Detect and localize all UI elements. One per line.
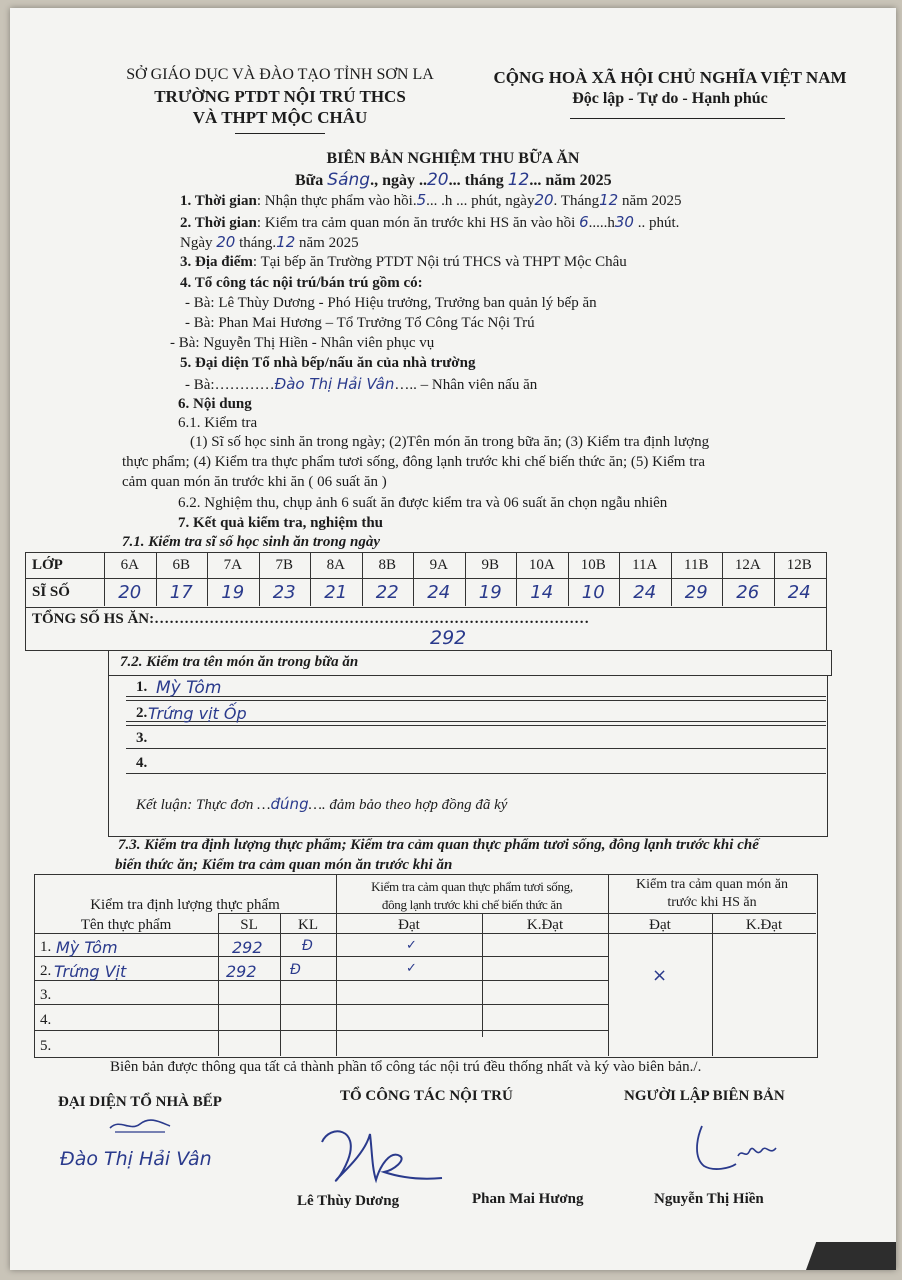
class-name-cell: 7A: [223, 557, 242, 573]
sig-kitchen-name: Đào Thị Hải Vân: [60, 1148, 212, 1170]
class-count-cell: 14: [530, 582, 554, 603]
time2-text-a: : Kiểm tra cảm quan món ăn trước khi HS ăn vào hồi: [256, 215, 576, 231]
section71-title: 7.1. Kiểm tra sĩ số học sinh ăn trong ngày: [122, 534, 380, 550]
date-month: 12: [276, 233, 296, 251]
qt-h-sl: SL: [240, 917, 258, 933]
item-date: [180, 233, 359, 252]
qt-vline-4: [712, 913, 713, 1056]
qt-row-num-3: 3.: [40, 987, 52, 1003]
meal-value: Sáng: [327, 170, 371, 190]
class-name-cell: 12A: [734, 557, 761, 573]
qt-row-kl-2: Đ: [290, 962, 301, 978]
class-count-cell: 26: [736, 582, 760, 603]
qt-vline-6: [280, 913, 281, 1056]
class-count-cell: 24: [787, 582, 811, 603]
qt-hline-head: [336, 913, 816, 914]
kitchen-label: 5. Đại diện Tổ nhà bếp/nấu ăn của nhà trường: [180, 355, 476, 371]
time2-text-b: .....h: [588, 215, 615, 231]
food-row-2-bottom: [126, 725, 826, 726]
qt-row-sl-1: 292: [232, 938, 263, 957]
class-name-cell: 11A: [632, 557, 658, 573]
meal-month: 12: [507, 170, 530, 190]
time1-hour: 5: [416, 191, 427, 209]
team-signature-mark: [310, 1120, 450, 1196]
meal-year-label: ... năm 2025: [529, 172, 612, 189]
school-name-line2: VÀ THPT MỘC CHÂU: [192, 108, 368, 127]
nation-motto: Độc lập - Tự do - Hạnh phúc: [572, 90, 768, 107]
time1-text-d: năm 2025: [618, 193, 682, 209]
class-name-cell: 8A: [326, 557, 345, 573]
time1-text-c: . Tháng: [553, 193, 600, 209]
qt-h-fail2: K.Đạt: [745, 917, 783, 933]
document-page: [10, 8, 896, 1270]
time2-min: 30: [614, 213, 634, 231]
qt-row-num-1: 1.: [40, 939, 52, 955]
team-member-1: - Bà: Lê Thùy Dương - Phó Hiệu trưởng, Trưởng ban quản lý bếp ăn: [185, 295, 597, 311]
qt-row-pass-2: ✓: [406, 961, 417, 976]
qt-h-pass: Đạt: [398, 917, 420, 933]
qt-row-num-5: 5.: [40, 1038, 52, 1054]
class-name-cell: 12B: [786, 557, 812, 573]
kitchen-suffix: ….. – Nhân viên nấu ăn: [394, 377, 538, 393]
kitchen-name: Đào Thị Hải Vân: [274, 375, 395, 393]
date-day: 20: [216, 233, 236, 251]
class-count-cell: 19: [478, 582, 502, 603]
class-count-cell: 22: [375, 582, 399, 603]
date-mid: tháng.: [235, 235, 277, 251]
header-underline-right: [570, 118, 785, 119]
meal-day-label: ., ngày ..: [370, 172, 427, 189]
food-name-2: Trứng vịt Ốp: [148, 704, 247, 723]
qt-final-pass-mark: ×: [652, 965, 668, 986]
food-name-1: Mỳ Tôm: [156, 678, 222, 698]
class-count-cell: 29: [684, 582, 708, 603]
sig-team-name-2: Phan Mai Hương: [472, 1191, 584, 1207]
time2-label: 2. Thời gian: [180, 215, 257, 231]
dept-name: SỞ GIÁO DỤC VÀ ĐÀO TẠO TỈNH SƠN LA: [126, 66, 434, 83]
time1-day: 20: [534, 191, 554, 209]
check-text-3: cảm quan món ăn trước khi ăn ( 06 suất ăn ): [122, 474, 387, 490]
team-member-3: - Bà: Nguyễn Thị Hiền - Nhân viên phục vụ: [170, 335, 435, 351]
school-name-line1: TRƯỜNG PTDT NỘI TRÚ THCS: [154, 87, 406, 106]
time1-text-a: : Nhận thực phẩm vào hồi.: [256, 193, 417, 209]
meal-prefix: Bữa: [295, 172, 324, 189]
meal-month-label: ... tháng: [448, 172, 504, 189]
time2-hour: 6: [579, 213, 589, 231]
result-label: 7. Kết quả kiểm tra, nghiệm thu: [178, 515, 384, 531]
qt-row-name-1: Mỳ Tôm: [56, 938, 118, 957]
qt-group3b: trước khi HS ăn: [667, 895, 757, 910]
qt-group2b: đông lạnh trước khi chế biến thức ăn: [381, 897, 563, 912]
time1-month: 12: [599, 191, 619, 209]
class-count-cell: 24: [633, 582, 657, 603]
total-value: 292: [430, 627, 467, 649]
kitchen-member: [185, 375, 537, 394]
qt-h-kl: KL: [298, 917, 318, 933]
item-time-check: [180, 213, 679, 232]
class-count-cell: 21: [324, 582, 348, 603]
time2-text-c: .. phút.: [633, 215, 680, 231]
sig-team-name-1: Lê Thùy Dương: [297, 1193, 400, 1209]
time1-text-b: ... .h ... phút, ngày: [426, 193, 535, 209]
class-count-cell: 10: [581, 582, 605, 603]
class-table-rowline: [25, 578, 827, 579]
kitchen-signature-mark: [105, 1114, 175, 1138]
conclusion: [136, 795, 507, 814]
sig-maker-name: Nguyễn Thị Hiền: [654, 1191, 764, 1207]
sig-maker-title: NGƯỜI LẬP BIÊN BẢN: [624, 1088, 785, 1104]
total-label: TỔNG SỐ HS ĂN:……………………………………………………………………………: [32, 611, 590, 627]
accept-text: 6.2. Nghiệm thu, chụp ảnh 6 suất ăn được kiểm tra và 06 suất ăn chọn ngẫu nhiên: [178, 495, 668, 511]
class-name-cell: 10A: [528, 557, 555, 573]
food-num-2: 2.: [136, 705, 148, 721]
conclusion-value: đúng: [270, 795, 309, 813]
class-name-cell: 10B: [580, 557, 606, 573]
kitchen-prefix: - Bà:…………: [185, 377, 275, 393]
count-row-label: SĨ SỐ: [32, 584, 70, 600]
qt-row-num-2: 2.: [40, 963, 52, 979]
conclusion-a: Kết luận: Thực đơn …: [136, 797, 271, 813]
check-label: 6.1. Kiểm tra: [178, 415, 258, 431]
qt-row-kl-1: Đ: [302, 938, 313, 954]
closing-text: Biên bản được thông qua tất cả thành phần tổ công tác nội trú đều thống nhất và ký vào biên bản./.: [110, 1059, 702, 1075]
food-row-4-line: [126, 773, 826, 774]
class-row-label: LỚP: [32, 557, 63, 573]
class-name-cell: 11B: [684, 557, 709, 573]
class-count-cell: 19: [221, 582, 245, 603]
class-name-cell: 6A: [120, 557, 139, 573]
qt-group3a: Kiểm tra cảm quan món ăn: [635, 877, 788, 892]
maker-signature-mark: [690, 1120, 790, 1174]
class-count-cell: 20: [118, 582, 142, 603]
qt-h-name: Tên thực phẩm: [80, 917, 172, 933]
qt-row-name-2: Trứng Vịt: [54, 962, 127, 981]
qt-hline-r3: [34, 1004, 608, 1005]
section72-title: 7.2. Kiểm tra tên món ăn trong bữa ăn: [120, 654, 359, 670]
sig-kitchen-title: ĐẠI DIỆN TỔ NHÀ BẾP: [58, 1094, 222, 1110]
meal-day: 20: [426, 170, 449, 190]
class-name-cell: 7B: [275, 557, 293, 573]
section73-title-1: 7.3. Kiểm tra định lượng thực phẩm; Kiểm tra cảm quan thực phẩm tươi sống, đông lạnh trước khi chế: [118, 837, 759, 853]
food-num-1: 1.: [136, 679, 148, 695]
class-name-cell: 6B: [172, 557, 190, 573]
nation-name: CỘNG HOÀ XÃ HỘI CHỦ NGHĨA VIỆT NAM: [493, 68, 847, 87]
team-member-2: - Bà: Phan Mai Hương – Tổ Trưởng Tổ Công Tác Nội Trú: [185, 315, 535, 331]
class-name-cell: 9B: [481, 557, 499, 573]
qt-hline-r1: [34, 956, 608, 957]
class-count-cell: 23: [272, 582, 296, 603]
sig-team-title: TỔ CÔNG TÁC NỘI TRÚ: [340, 1088, 513, 1104]
binder-corner: [806, 1242, 896, 1270]
qt-hline-r4: [34, 1030, 608, 1031]
qt-group1: Kiểm tra định lượng thực phẩm: [90, 897, 280, 913]
qt-row-num-4: 4.: [40, 1012, 52, 1028]
qt-vline-5: [218, 913, 219, 1056]
date-year: năm 2025: [295, 235, 359, 251]
class-name-cell: 8B: [378, 557, 396, 573]
document-title: BIÊN BẢN NGHIỆM THU BỮA ĂN: [326, 150, 580, 167]
class-name-cell: 9A: [429, 557, 448, 573]
time1-label: 1. Thời gian: [180, 193, 257, 209]
meal-line: [295, 170, 612, 190]
conclusion-b: …. đảm bảo theo hợp đồng đã ký: [308, 797, 508, 813]
qt-row-pass-1: ✓: [406, 938, 417, 953]
item-place: [180, 254, 627, 271]
qt-h-fail: K.Đạt: [526, 917, 564, 933]
food-row-3-line: [126, 748, 826, 749]
date-prefix: Ngày: [180, 235, 213, 251]
section73-title-2: biến thức ăn; Kiểm tra cảm quan món ăn trước khi ăn: [115, 857, 453, 873]
food-num-3: 3.: [136, 730, 148, 746]
food-row-1: [126, 676, 826, 697]
item-time-receive: [180, 191, 682, 210]
team-label: 4. Tổ công tác nội trú/bán trú gồm có:: [180, 275, 423, 291]
check-text-2: thực phẩm; (4) Kiểm tra thực phẩm tươi sống, đông lạnh trước khi chế biến thức ăn; (5) Kiểm tra: [122, 454, 706, 470]
check-text-1: (1) Sĩ số học sinh ăn trong ngày; (2)Tên món ăn trong bữa ăn; (3) Kiểm tra định lượng: [190, 434, 710, 450]
qt-group2a: Kiểm tra cảm quan thực phẩm tươi sống,: [371, 879, 573, 894]
qt-row-sl-2: 292: [226, 962, 257, 981]
place-label: 3. Địa điểm: [180, 254, 253, 270]
class-count-cell: 17: [169, 582, 193, 603]
content-label: 6. Nội dung: [178, 396, 252, 412]
place-text: : Tại bếp ăn Trường PTDT Nội trú THCS và THPT Mộc Châu: [252, 254, 627, 270]
qt-h-pass2: Đạt: [649, 917, 671, 933]
header-underline-left: [235, 133, 325, 134]
class-count-cell: 24: [427, 582, 451, 603]
food-num-4: 4.: [136, 755, 148, 771]
